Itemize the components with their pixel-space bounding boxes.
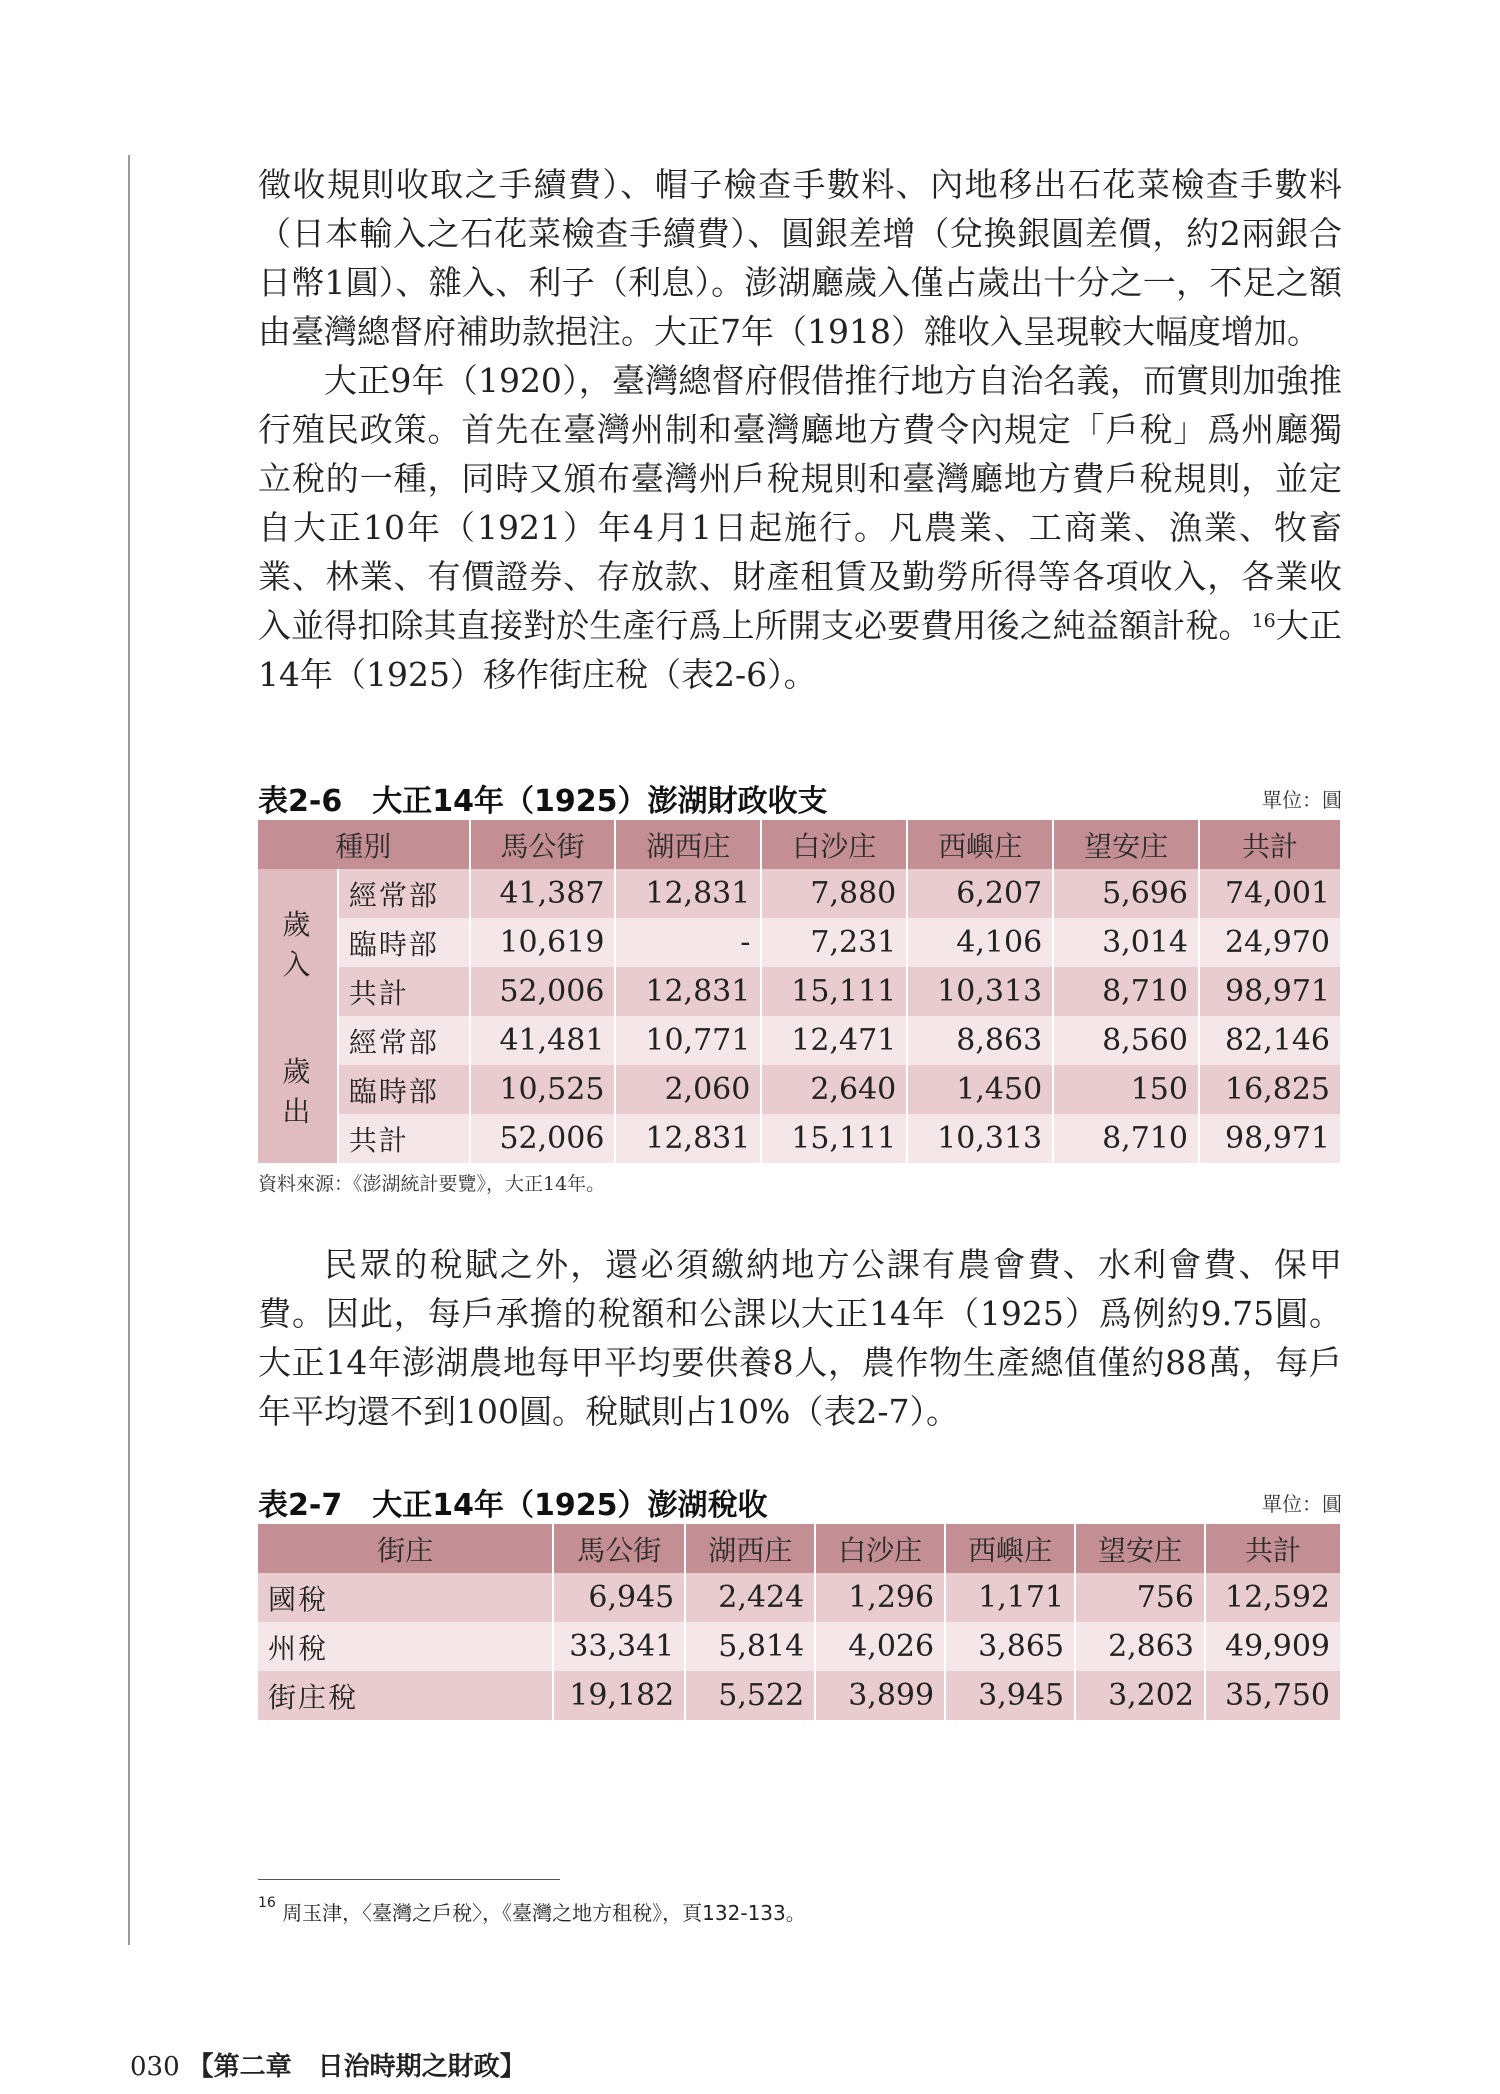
row-label: 共計 <box>338 1114 470 1163</box>
table-cell: 1,171 <box>945 1573 1075 1622</box>
row-label: 經常部 <box>338 869 470 918</box>
table-cell: 49,909 <box>1205 1622 1341 1671</box>
paragraph-3: 民眾的稅賦之外，還必須繳納地方公課有農會費、水利會費、保甲費。因此，每戶承擔的稅額和公課以大正14年（1925）爲例約9.75圓。大正14年澎湖農地每甲平均要供養8人，農作物生產總值僅約88萬，每戶年平均還不到100圓。稅賦則占10%（表2-7）。 <box>258 1245 1342 1431</box>
table-cell: 7,231 <box>761 918 907 967</box>
group-label: 歲出 <box>258 1016 338 1163</box>
footnote-rule <box>258 1879 560 1880</box>
row-label: 街庄稅 <box>258 1671 553 1720</box>
table-cell: 5,814 <box>685 1622 815 1671</box>
table-cell: 756 <box>1075 1573 1205 1622</box>
table-cell: 3,945 <box>945 1671 1075 1720</box>
table-cell: 1,296 <box>815 1573 945 1622</box>
paragraph-1: 徵收規則收取之手續費）、帽子檢查手數料、內地移出石花菜檢查手數料（日本輸入之石花菜檢查手續費）、圓銀差增（兌換銀圓差價，約2兩銀合日幣1圓）、雜入、利子（利息）。澎湖廳歲入僅占歲出十分之一，不足之額由臺灣總督府補助款挹注。大正7年（1918）雜收入呈現較大幅度增加。 <box>258 165 1342 351</box>
page-number: 030 <box>130 2052 180 2082</box>
header-cell: 種別 <box>258 820 470 869</box>
table-cell: 12,831 <box>615 869 761 918</box>
table-cell: 8,710 <box>1053 1114 1199 1163</box>
header-cell: 望安庄 <box>1053 820 1199 869</box>
table-cell: 33,341 <box>553 1622 685 1671</box>
table-2-7-title: 表2-7 大正14年（1925）澎湖稅收 <box>258 1488 768 1523</box>
table-cell: 12,831 <box>615 1114 761 1163</box>
table-2-6-source: 資料來源：《澎湖統計要覽》，大正14年。 <box>258 1173 606 1195</box>
table-row <box>258 869 1341 918</box>
table-cell: 41,387 <box>470 869 616 918</box>
header-cell: 共計 <box>1205 1524 1341 1573</box>
group-label: 歲入 <box>258 869 338 1016</box>
table-cell: 41,481 <box>470 1016 616 1065</box>
table-cell: 5,696 <box>1053 869 1199 918</box>
table-cell: 52,006 <box>470 967 616 1016</box>
header-cell: 馬公街 <box>470 820 616 869</box>
table-cell: 15,111 <box>761 1114 907 1163</box>
table-cell: 10,313 <box>907 967 1053 1016</box>
table-cell: 19,182 <box>553 1671 685 1720</box>
table-cell: 74,001 <box>1199 869 1341 918</box>
table-cell: 6,945 <box>553 1573 685 1622</box>
table-cell: 3,014 <box>1053 918 1199 967</box>
table-cell: 52,006 <box>470 1114 616 1163</box>
footnote-number: 16 <box>258 1895 276 1911</box>
table-cell: 98,971 <box>1199 1114 1341 1163</box>
row-label: 臨時部 <box>338 1065 470 1114</box>
table-cell: 5,522 <box>685 1671 815 1720</box>
table-cell: 150 <box>1053 1065 1199 1114</box>
table-cell: 10,525 <box>470 1065 616 1114</box>
table-cell: 12,592 <box>1205 1573 1341 1622</box>
table-cell: 98,971 <box>1199 967 1341 1016</box>
table-cell: 2,640 <box>761 1065 907 1114</box>
table-header-row <box>258 820 1341 869</box>
row-label: 經常部 <box>338 1016 470 1065</box>
table-cell: 35,750 <box>1205 1671 1341 1720</box>
body-text-middle <box>258 1240 1342 1436</box>
table-row <box>258 1671 1341 1720</box>
table-cell: 4,026 <box>815 1622 945 1671</box>
header-cell: 西嶼庄 <box>907 820 1053 869</box>
table-cell: 24,970 <box>1199 918 1341 967</box>
footnote-ref: 16 <box>1251 610 1276 632</box>
footnote <box>258 1897 806 1926</box>
header-cell: 共計 <box>1199 820 1341 869</box>
table-cell: 1,450 <box>907 1065 1053 1114</box>
table-2-7-heading <box>258 1480 1342 1522</box>
table-2-6-unit: 單位：圓 <box>1262 788 1342 812</box>
table-header-row <box>258 1524 1341 1573</box>
row-label: 臨時部 <box>338 918 470 967</box>
header-cell: 西嶼庄 <box>945 1524 1075 1573</box>
table-cell: 4,106 <box>907 918 1053 967</box>
table-row <box>258 1114 1341 1163</box>
margin-rule <box>128 155 130 1945</box>
table-cell: 7,880 <box>761 869 907 918</box>
page-folio <box>130 2046 526 2083</box>
table-2-7-unit: 單位：圓 <box>1262 1492 1342 1516</box>
table-row <box>258 1573 1341 1622</box>
table-cell: 12,831 <box>615 967 761 1016</box>
table-2-6 <box>258 820 1342 1163</box>
header-cell: 馬公街 <box>553 1524 685 1573</box>
table-cell: 12,471 <box>761 1016 907 1065</box>
header-cell: 湖西庄 <box>685 1524 815 1573</box>
table-cell: 16,825 <box>1199 1065 1341 1114</box>
table-cell: 2,863 <box>1075 1622 1205 1671</box>
table-cell: 6,207 <box>907 869 1053 918</box>
table-row <box>258 918 1341 967</box>
table-cell: 3,865 <box>945 1622 1075 1671</box>
row-label: 國稅 <box>258 1573 553 1622</box>
table-cell: 15,111 <box>761 967 907 1016</box>
table-row <box>258 1016 1341 1065</box>
table-cell: - <box>615 918 761 967</box>
table-cell: 3,899 <box>815 1671 945 1720</box>
table-cell: 2,424 <box>685 1573 815 1622</box>
table-cell: 8,863 <box>907 1016 1053 1065</box>
header-cell: 白沙庄 <box>815 1524 945 1573</box>
table-cell: 10,771 <box>615 1016 761 1065</box>
body-text-top <box>258 160 1342 699</box>
footnote-text: 周玉津，〈臺灣之戶稅〉，《臺灣之地方租稅》，頁132-133。 <box>282 1901 806 1925</box>
table-row <box>258 1065 1341 1114</box>
table-row <box>258 1622 1341 1671</box>
table-2-6-heading <box>258 776 1342 818</box>
table-cell: 8,560 <box>1053 1016 1199 1065</box>
table-2-6-title: 表2-6 大正14年（1925）澎湖財政收支 <box>258 784 828 819</box>
header-cell: 湖西庄 <box>615 820 761 869</box>
paragraph-2: 大正9年（1920），臺灣總督府假借推行地方自治名義，而實則加強推行殖民政策。首先在臺灣州制和臺灣廳地方費令內規定「戶稅」爲州廳獨立稅的一種，同時又頒布臺灣州戶稅規則和臺灣廳地方費戶稅規則，並定自大正10年（1921）年4月1日起施行。凡農業、工商業、漁業、牧畜業、林業、有價證券、存放款、財產租賃及勤勞所得等各項收入，各業收入並得扣除其直接對於生產行爲上所開支必要費用後之純益額計稅。$^{16}$大正14年（1925）移作街庄稅（表2-6）。 <box>258 361 1343 694</box>
table-cell: 3,202 <box>1075 1671 1205 1720</box>
row-label: 共計 <box>338 967 470 1016</box>
header-cell: 街庄 <box>258 1524 553 1573</box>
table-cell: 10,619 <box>470 918 616 967</box>
table-cell: 2,060 <box>615 1065 761 1114</box>
row-label: 州稅 <box>258 1622 553 1671</box>
table-2-7 <box>258 1524 1342 1720</box>
table-row <box>258 967 1341 1016</box>
header-cell: 白沙庄 <box>761 820 907 869</box>
table-cell: 10,313 <box>907 1114 1053 1163</box>
header-cell: 望安庄 <box>1075 1524 1205 1573</box>
table-cell: 82,146 <box>1199 1016 1341 1065</box>
table-cell: 8,710 <box>1053 967 1199 1016</box>
chapter-title: 【第二章 日治時期之財政】 <box>187 2052 526 2082</box>
